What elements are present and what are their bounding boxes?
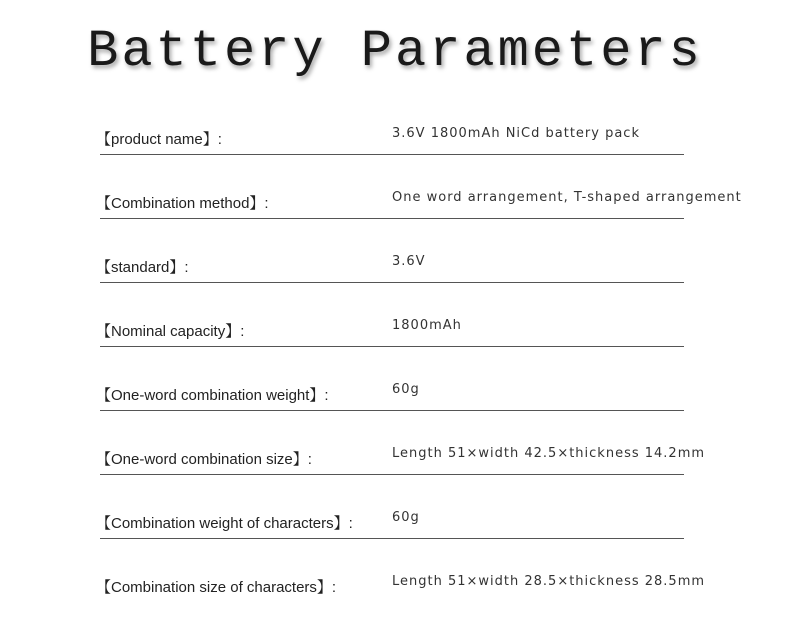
param-label: 【product name】: (96, 131, 222, 148)
param-label: 【One-word combination weight】: (96, 387, 329, 404)
page-title: Battery Parameters (87, 22, 703, 81)
param-label: 【Nominal capacity】: (96, 323, 245, 340)
param-value: 60g (392, 382, 420, 397)
param-label: 【Combination method】: (96, 195, 269, 212)
param-row-combination-method (96, 192, 790, 222)
divider (100, 538, 684, 539)
param-value: Length 51×width 28.5×thickness 28.5mm (392, 574, 706, 589)
param-value: 3.6V 1800mAh NiCd battery pack (392, 126, 640, 141)
divider (100, 218, 684, 219)
param-label: 【One-word combination size】: (96, 451, 312, 468)
param-row-characters-size (96, 576, 790, 606)
param-row-one-word-size (96, 448, 790, 478)
param-label: 【standard】: (96, 259, 189, 276)
divider (100, 346, 684, 347)
param-value: 1800mAh (392, 318, 462, 333)
divider (100, 154, 684, 155)
param-value: 3.6V (392, 254, 426, 269)
divider (100, 474, 684, 475)
param-label: 【Combination weight of characters】: (96, 515, 353, 532)
param-row-nominal-capacity (96, 320, 790, 350)
param-value: One word arrangement, T-shaped arrangement (392, 190, 742, 205)
param-row-standard (96, 256, 790, 286)
param-value: 60g (392, 510, 420, 525)
param-value: Length 51×width 42.5×thickness 14.2mm (392, 446, 706, 461)
param-row-product-name (96, 128, 790, 158)
divider (100, 282, 684, 283)
divider (100, 410, 684, 411)
param-row-one-word-weight (96, 384, 790, 414)
param-label: 【Combination size of characters】: (96, 579, 337, 596)
param-row-characters-weight (96, 512, 790, 542)
